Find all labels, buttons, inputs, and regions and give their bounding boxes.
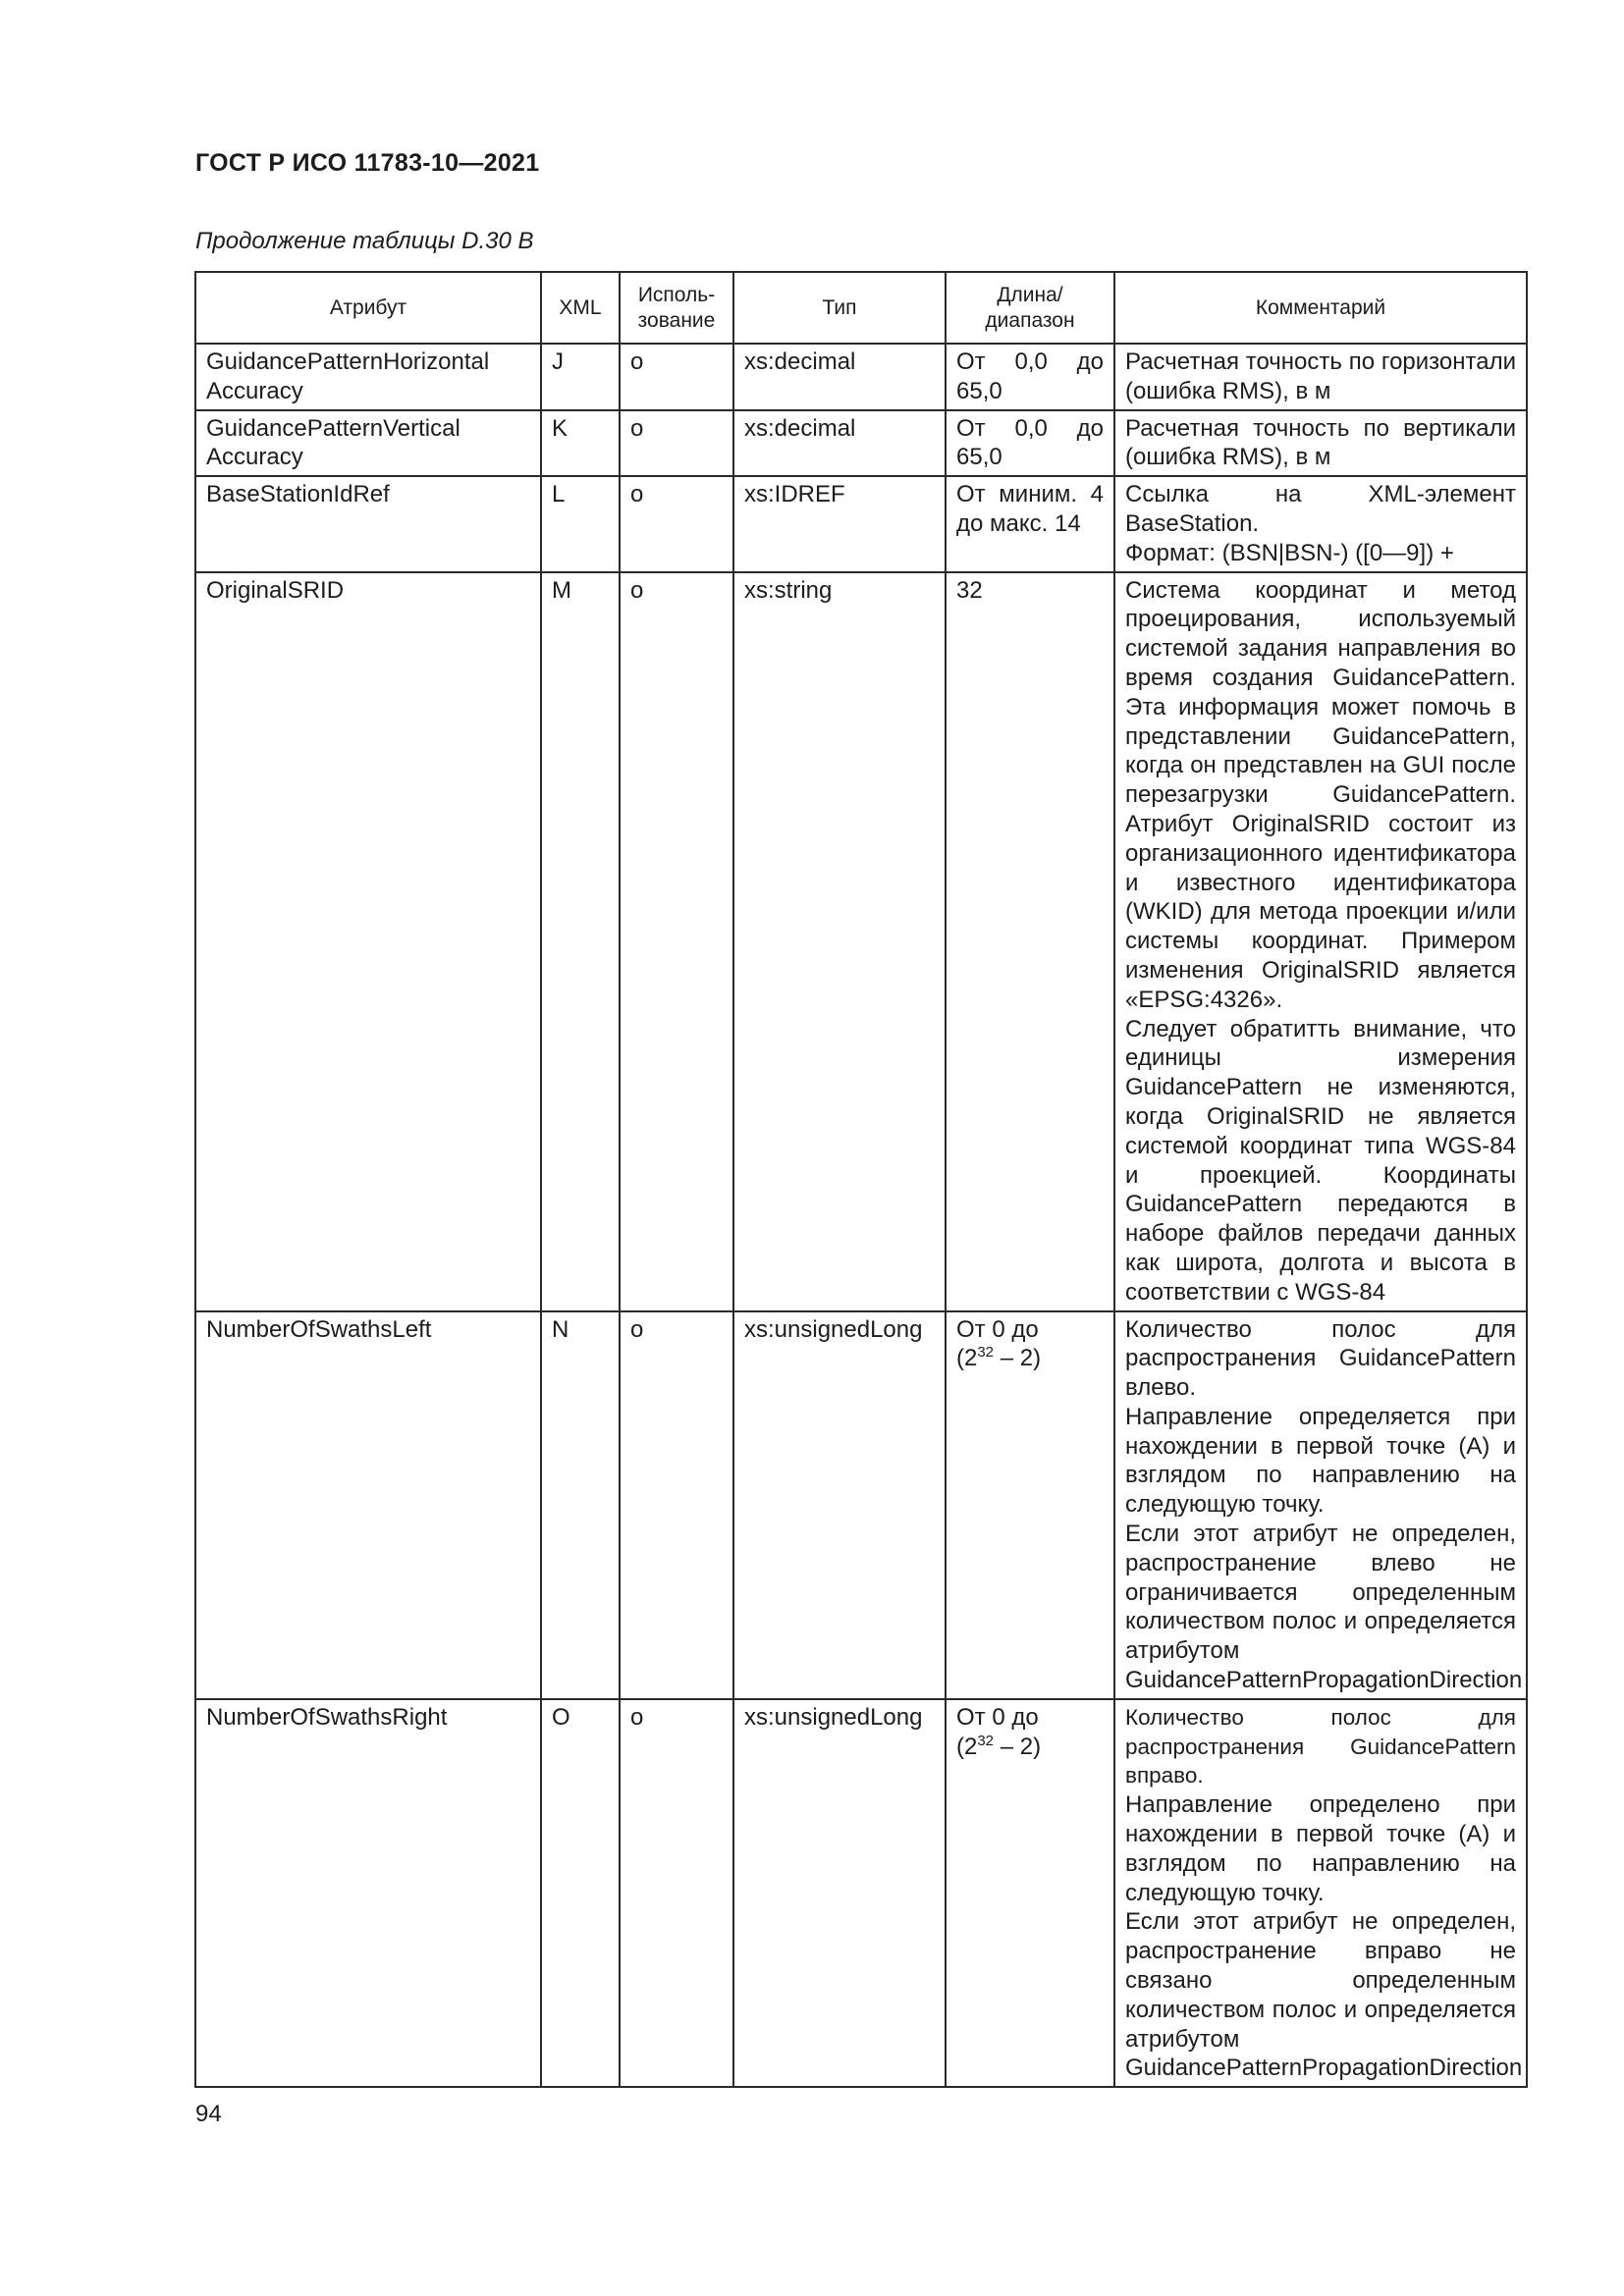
- cell-length: 32: [946, 572, 1114, 1311]
- length-range: [956, 1345, 1041, 1371]
- comment-text: Если этот атрибут не определен, распространение влево не ограничивается определенным количеством полос и определяется атрибутом GuidancePatternPropagationDirection: [1125, 1521, 1523, 1694]
- cell-type: xs:decimal: [733, 410, 946, 477]
- table-row: [195, 1699, 1527, 2087]
- cell-comment: [1114, 410, 1527, 477]
- cell-xml: M: [541, 572, 620, 1311]
- col-header-usage: Исполь-зование: [620, 272, 733, 344]
- cell-xml: O: [541, 1699, 620, 2087]
- comment-text: Количество полос для распространения GuidancePattern вправо.: [1125, 1704, 1516, 1789]
- comment-text: Следует обратитть внимание, что единицы измерения GuidancePattern не изменяются, когда OriginalSRID не является системой координат типа WGS-84 и проекцией. Координаты GuidancePattern передаются в наборе файлов передачи данных как широта, долгота и высота в соответствии с WGS-84: [1125, 1015, 1516, 1306]
- cell-comment: [1114, 1311, 1527, 1699]
- cell-length: От 0,0 до 65,0: [946, 344, 1114, 410]
- length-suffix: – 2): [994, 1345, 1042, 1372]
- length-suffix: – 2): [994, 1733, 1042, 1760]
- cell-attribute: GuidancePatternHorizontal Accuracy: [195, 344, 541, 410]
- cell-type: xs:unsignedLong: [733, 1311, 946, 1699]
- cell-usage: o: [620, 1311, 733, 1699]
- comment-text: Количество полос для распространения GuidancePattern влево.: [1125, 1315, 1516, 1402]
- length-base: (2: [956, 1733, 978, 1760]
- comment-text: Система координат и метод проецирования, используемый системой задания направления во время создания GuidancePattern. Эта информация может помочь в представлении GuidancePattern, когда он представлен на GUI после перезагрузки GuidancePattern. Атрибут OriginalSRID состоит из организационного идентификатора и известного идентификатора (WKID) для метода проекции и/или системы координат. Примером изменения OriginalSRID является «EPSG:4326».: [1125, 576, 1516, 1013]
- length-prefix: От 0 до: [956, 1315, 1039, 1343]
- cell-type: xs:unsignedLong: [733, 1699, 946, 2087]
- col-header-length: Длина/ диапазон: [946, 272, 1114, 344]
- page-number: 94: [195, 2101, 222, 2127]
- col-header-comment: Комментарий: [1114, 272, 1527, 344]
- cell-attribute: OriginalSRID: [195, 572, 541, 1311]
- cell-comment: [1114, 1699, 1527, 2087]
- cell-comment: [1114, 344, 1527, 410]
- cell-length: От миним. 4 до макс. 14: [946, 476, 1114, 571]
- table-header-row: [195, 272, 1527, 344]
- cell-attribute: BaseStationIdRef: [195, 476, 541, 571]
- cell-usage: o: [620, 344, 733, 410]
- col-header-xml: XML: [541, 272, 620, 344]
- comment-text: Ссылка на XML-элемент BaseStation.: [1125, 481, 1516, 537]
- cell-comment: [1114, 572, 1527, 1311]
- cell-xml: N: [541, 1311, 620, 1699]
- col-header-attribute: Атрибут: [195, 272, 541, 344]
- attributes-table: [194, 271, 1528, 2088]
- cell-usage: o: [620, 410, 733, 477]
- comment-text: Расчетная точность по горизонтали (ошибка RMS), в м: [1125, 348, 1516, 404]
- comment-text: Расчетная точность по вертикали (ошибка RMS), в м: [1125, 414, 1516, 471]
- length-range: [956, 1734, 1041, 1760]
- cell-attribute: NumberOfSwathsLeft: [195, 1311, 541, 1699]
- length-exponent: 32: [977, 1732, 995, 1749]
- cell-xml: K: [541, 410, 620, 477]
- cell-comment: [1114, 476, 1527, 571]
- cell-xml: L: [541, 476, 620, 571]
- table-row: [195, 410, 1527, 477]
- comment-text: Формат: (BSN|BSN-) ([0—9]) +: [1125, 539, 1454, 566]
- document-header: ГОСТ Р ИСО 11783-10—2021: [195, 149, 540, 177]
- cell-type: xs:IDREF: [733, 476, 946, 571]
- table-row: [195, 344, 1527, 410]
- cell-length: От 0,0 до 65,0: [946, 410, 1114, 477]
- length-exponent: 32: [977, 1344, 995, 1362]
- table-row: [195, 1311, 1527, 1699]
- table-row: [195, 476, 1527, 571]
- cell-type: xs:decimal: [733, 344, 946, 410]
- cell-type: xs:string: [733, 572, 946, 1311]
- cell-usage: o: [620, 476, 733, 571]
- comment-text: Если этот атрибут не определен, распространение вправо не связано определенным количеством полос и определяется атрибутом GuidancePatternPropagationDirection: [1125, 1908, 1523, 2082]
- comment-text: Направление определяется при нахождении в первой точке (A) и взглядом по направлению на следующую точку.: [1125, 1403, 1516, 1519]
- cell-xml: J: [541, 344, 620, 410]
- comment-text: Направление определено при нахождении в первой точке (A) и взглядом по направлению на следующую точку.: [1125, 1791, 1516, 1906]
- cell-usage: o: [620, 572, 733, 1311]
- length-prefix: От 0 до: [956, 1703, 1039, 1731]
- table-caption: Продолжение таблицы D.30 B: [195, 228, 534, 254]
- cell-attribute: NumberOfSwathsRight: [195, 1699, 541, 2087]
- table-row: [195, 572, 1527, 1311]
- cell-usage: o: [620, 1699, 733, 2087]
- col-header-type: Тип: [733, 272, 946, 344]
- cell-length: [946, 1699, 1114, 2087]
- length-base: (2: [956, 1345, 978, 1372]
- cell-length: [946, 1311, 1114, 1699]
- cell-attribute: GuidancePatternVertical Accuracy: [195, 410, 541, 477]
